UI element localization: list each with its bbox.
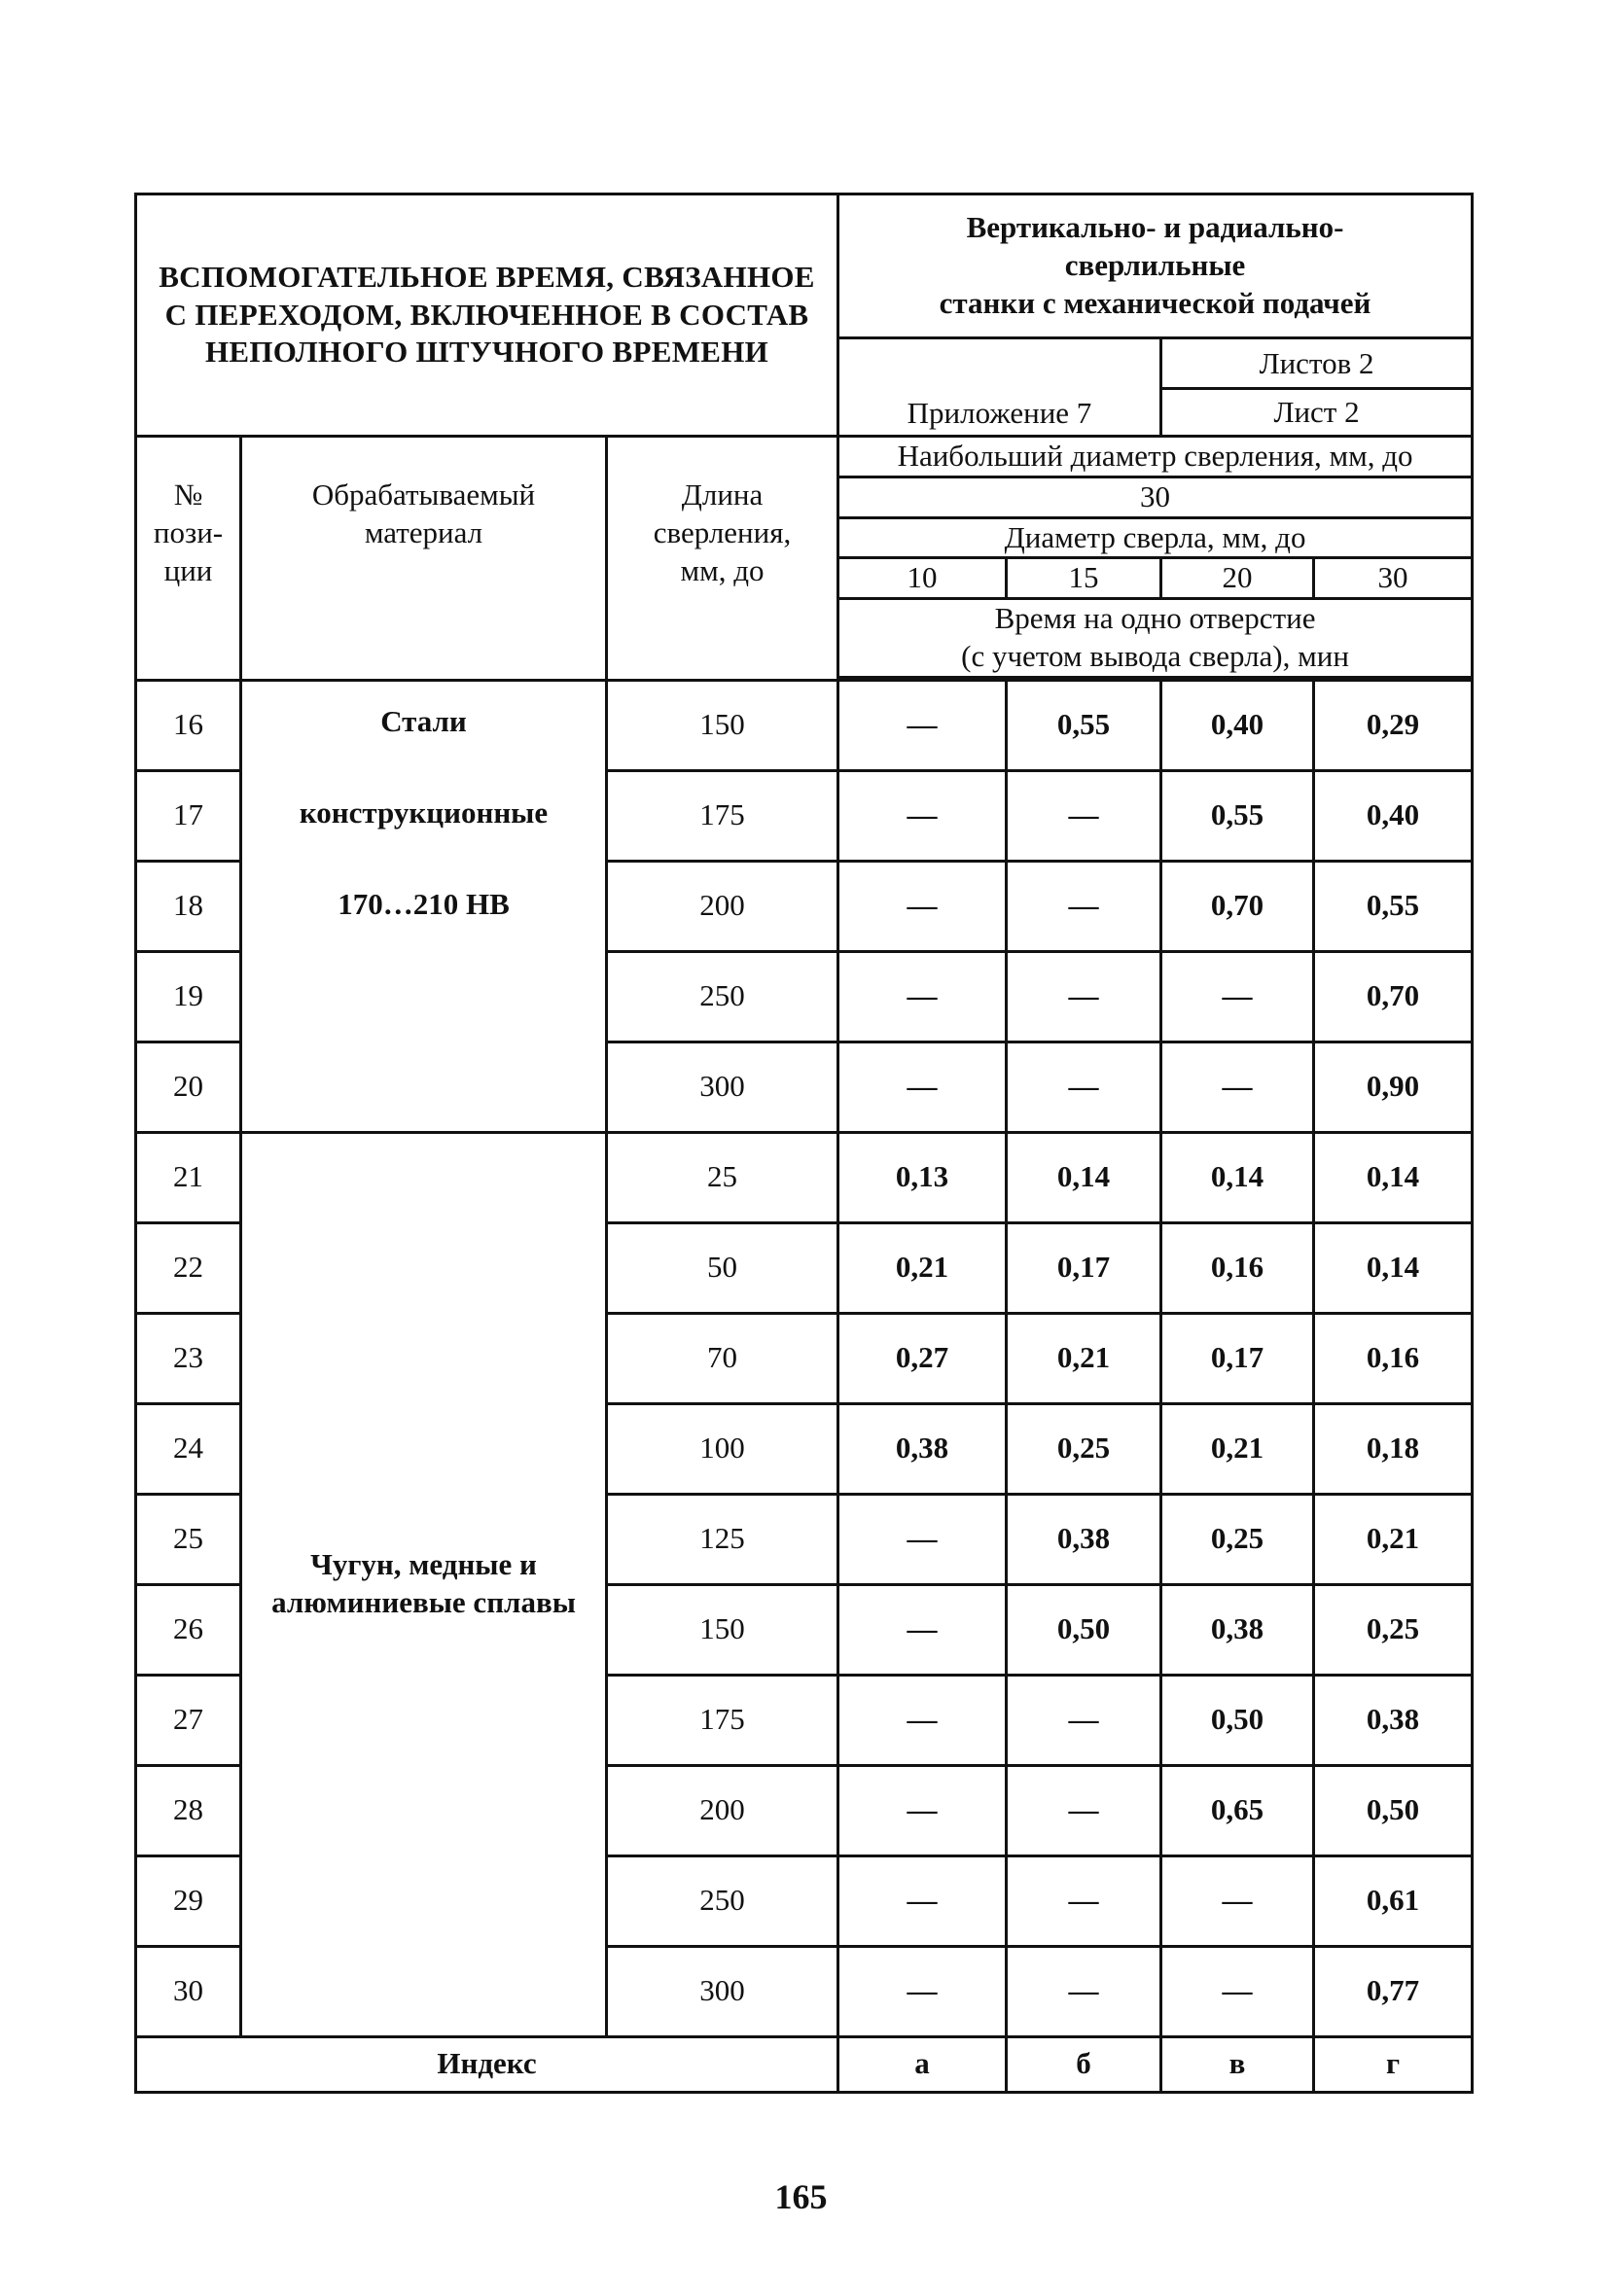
index-cell: б: [1007, 2036, 1161, 2092]
header-line: материал: [364, 514, 483, 549]
time-cell: 0,55: [1007, 680, 1161, 770]
position-cell: 19: [136, 951, 241, 1042]
time-cell: —: [1007, 951, 1161, 1042]
sheets-total: Листов 2: [1162, 339, 1471, 390]
length-cell: 50: [607, 1222, 838, 1313]
time-cell: —: [838, 770, 1007, 861]
position-cell: 17: [136, 770, 241, 861]
time-cell: 0,18: [1314, 1403, 1473, 1494]
length-cell: 150: [607, 680, 838, 770]
time-cell: 0,17: [1007, 1222, 1161, 1313]
time-cell: —: [838, 861, 1007, 951]
index-cell: г: [1314, 2036, 1473, 2092]
time-cell: 0,50: [1007, 1584, 1161, 1675]
drill-diameter-label: Диаметр сверла, мм, до: [838, 517, 1473, 558]
diameter-15: 15: [1007, 558, 1161, 599]
position-cell: 24: [136, 1403, 241, 1494]
auxiliary-time-table: [134, 193, 1474, 2094]
length-cell: 175: [607, 770, 838, 861]
time-cell: 0,14: [1314, 1222, 1473, 1313]
header-line: ции: [163, 552, 213, 587]
time-cell: —: [838, 1494, 1007, 1584]
diameter-30: 30: [1314, 558, 1473, 599]
machine-type: [838, 194, 1473, 338]
time-cell: 0,13: [838, 1132, 1007, 1222]
title-line: ВСПОМОГАТЕЛЬНОЕ ВРЕМЯ, СВЯЗАННОЕ: [159, 259, 815, 294]
time-cell: —: [838, 1855, 1007, 1946]
time-cell: —: [1007, 1765, 1161, 1855]
time-cell: 0,61: [1314, 1855, 1473, 1946]
position-cell: 30: [136, 1946, 241, 2036]
col-header-length: [607, 437, 838, 681]
time-cell: 0,90: [1314, 1042, 1473, 1132]
time-cell: —: [1007, 1042, 1161, 1132]
time-cell: —: [838, 1675, 1007, 1765]
time-cell: 0,38: [1314, 1675, 1473, 1765]
diameter-20: 20: [1161, 558, 1314, 599]
time-cell: 0,27: [838, 1313, 1007, 1403]
time-cell: —: [1007, 1946, 1161, 2036]
position-cell: 18: [136, 861, 241, 951]
time-cell: 0,16: [1314, 1313, 1473, 1403]
table-row: [136, 1132, 1473, 1222]
time-cell: 0,14: [1314, 1132, 1473, 1222]
time-cell: 0,77: [1314, 1946, 1473, 2036]
material-line: Стали: [380, 703, 467, 738]
machine-line: станки с механической подачей: [939, 285, 1371, 320]
length-cell: 250: [607, 951, 838, 1042]
length-cell: 70: [607, 1313, 838, 1403]
max-diameter-label: Наибольший диаметр сверления, мм, до: [838, 437, 1473, 477]
length-cell: 200: [607, 1765, 838, 1855]
sheet-number: Лист 2: [1273, 395, 1360, 429]
position-cell: 21: [136, 1132, 241, 1222]
header-line: сверления,: [653, 514, 792, 549]
time-cell: 0,21: [838, 1222, 1007, 1313]
machine-line: сверлильные: [1064, 248, 1246, 283]
time-cell: 0,29: [1314, 680, 1473, 770]
length-cell: 150: [607, 1584, 838, 1675]
position-cell: 22: [136, 1222, 241, 1313]
time-cell: —: [838, 1946, 1007, 2036]
time-cell: 0,25: [1007, 1403, 1161, 1494]
position-cell: 20: [136, 1042, 241, 1132]
time-cell: 0,70: [1161, 861, 1314, 951]
time-cell: —: [838, 1042, 1007, 1132]
time-cell: —: [1161, 1946, 1314, 2036]
time-cell: —: [1007, 770, 1161, 861]
header-line: Обрабатываемый: [311, 477, 536, 512]
time-cell: 0,25: [1161, 1494, 1314, 1584]
index-cell: в: [1161, 2036, 1314, 2092]
time-cell: —: [1161, 1855, 1314, 1946]
time-cell: 0,50: [1161, 1675, 1314, 1765]
title-line: НЕПОЛНОГО ШТУЧНОГО ВРЕМЕНИ: [204, 335, 769, 370]
time-cell: 0,21: [1314, 1494, 1473, 1584]
time-cell: —: [1161, 1042, 1314, 1132]
col-header-material: [241, 437, 607, 681]
time-cell: 0,50: [1314, 1765, 1473, 1855]
length-cell: 300: [607, 1946, 838, 2036]
sheet-info: [1161, 338, 1473, 437]
time-cell: 0,25: [1314, 1584, 1473, 1675]
length-cell: 25: [607, 1132, 838, 1222]
position-cell: 25: [136, 1494, 241, 1584]
header-line: Время на одно отверстие: [994, 601, 1316, 635]
position-cell: 27: [136, 1675, 241, 1765]
material-line: Чугун, медные и: [310, 1547, 537, 1582]
index-label: Индекс: [136, 2036, 838, 2092]
header-line: пози-: [153, 514, 224, 549]
title-line: С ПЕРЕХОДОМ, ВКЛЮЧЕННОЕ В СОСТАВ: [164, 297, 809, 332]
time-cell: —: [838, 1584, 1007, 1675]
table-row: [136, 680, 1473, 770]
time-cell: 0,16: [1161, 1222, 1314, 1313]
time-cell: —: [1007, 1855, 1161, 1946]
appendix-label: Приложение 7: [838, 338, 1161, 437]
header-line: Длина: [681, 477, 764, 512]
col-header-position: [136, 437, 241, 681]
header-line: (с учетом вывода сверла), мин: [961, 638, 1349, 673]
index-row: [136, 2036, 1473, 2092]
time-cell: —: [838, 951, 1007, 1042]
material-steel: [241, 680, 607, 1132]
position-cell: 26: [136, 1584, 241, 1675]
time-cell: —: [838, 680, 1007, 770]
time-cell: 0,14: [1007, 1132, 1161, 1222]
time-cell: 0,21: [1007, 1313, 1161, 1403]
position-cell: 16: [136, 680, 241, 770]
length-cell: 300: [607, 1042, 838, 1132]
position-cell: 28: [136, 1765, 241, 1855]
time-cell: 0,38: [1161, 1584, 1314, 1675]
material-line: конструкционные: [299, 795, 549, 830]
time-cell: 0,21: [1161, 1403, 1314, 1494]
position-cell: 23: [136, 1313, 241, 1403]
time-cell: 0,14: [1161, 1132, 1314, 1222]
time-cell: —: [1007, 861, 1161, 951]
time-cell: 0,40: [1314, 770, 1473, 861]
material-line: 170…210 НВ: [338, 886, 510, 921]
time-cell: 0,38: [1007, 1494, 1161, 1584]
diameter-10: 10: [838, 558, 1007, 599]
time-cell: 0,55: [1161, 770, 1314, 861]
max-diameter-value: 30: [838, 477, 1473, 517]
time-cell: —: [1007, 1675, 1161, 1765]
time-cell: —: [1161, 951, 1314, 1042]
time-cell: 0,55: [1314, 861, 1473, 951]
header-line: мм, до: [680, 552, 765, 587]
time-unit-label: [838, 599, 1473, 678]
length-cell: 175: [607, 1675, 838, 1765]
time-cell: 0,38: [838, 1403, 1007, 1494]
time-cell: 0,40: [1161, 680, 1314, 770]
position-cell: 29: [136, 1855, 241, 1946]
index-cell: а: [838, 2036, 1007, 2092]
machine-line: Вертикально- и радиально-: [966, 210, 1344, 245]
length-cell: 200: [607, 861, 838, 951]
time-cell: 0,70: [1314, 951, 1473, 1042]
header-line: №: [173, 477, 203, 512]
length-cell: 125: [607, 1494, 838, 1584]
table-title: [136, 194, 838, 437]
time-cell: 0,17: [1161, 1313, 1314, 1403]
length-cell: 100: [607, 1403, 838, 1494]
material-line: алюминиевые сплавы: [271, 1585, 576, 1619]
material-castiron: [241, 1132, 607, 2036]
length-cell: 250: [607, 1855, 838, 1946]
page-number: 165: [774, 2177, 828, 2216]
time-cell: 0,65: [1161, 1765, 1314, 1855]
time-cell: —: [838, 1765, 1007, 1855]
